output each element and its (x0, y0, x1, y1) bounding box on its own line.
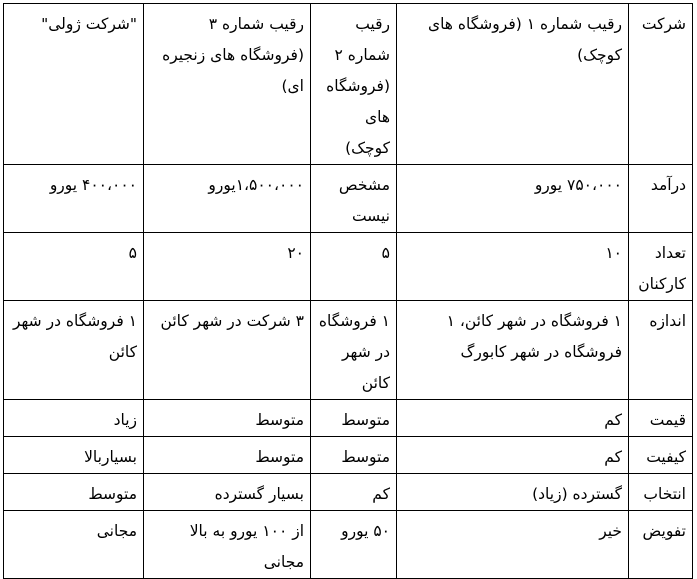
company-cell: ۴۰۰،۰۰۰ یورو (4, 165, 144, 233)
row-label-cell: تعداد کارکنان (629, 233, 693, 301)
row-label-cell: قیمت (629, 400, 693, 437)
competitor2-cell: متوسط (311, 437, 397, 474)
company-cell: مجانی (4, 511, 144, 579)
table-row-choice (4, 474, 693, 511)
header-row (4, 4, 693, 165)
competitor1-cell: کم (397, 437, 629, 474)
table-row-price (4, 400, 693, 437)
header-competitor3-cell: رقیب شماره ۳ (فروشگاه های زنجیره ای) (144, 4, 311, 165)
competitor3-cell: ۱،۵۰۰،۰۰۰یورو (144, 165, 311, 233)
competitor3-cell: متوسط (144, 400, 311, 437)
header-competitor1-cell: رقیب شماره ۱ (فروشگاه های کوچک) (397, 4, 629, 165)
competitor2-cell: ۵ (311, 233, 397, 301)
header-company-cell: "شرکت ژولی" (4, 4, 144, 165)
competitor3-cell: بسیار گسترده (144, 474, 311, 511)
company-cell: زیاد (4, 400, 144, 437)
table-row-revenue (4, 165, 693, 233)
table-row-delegation (4, 511, 693, 579)
table-row-quality (4, 437, 693, 474)
table-row-size (4, 301, 693, 400)
competitor2-cell: ۵۰ یورو (311, 511, 397, 579)
row-label-cell: تفویض (629, 511, 693, 579)
company-cell: بسیاربالا (4, 437, 144, 474)
competitor2-cell: مشخص نیست (311, 165, 397, 233)
company-cell: ۵ (4, 233, 144, 301)
competitor2-cell: ۱ فروشگاه در شهر کائن (311, 301, 397, 400)
row-label-cell: درآمد (629, 165, 693, 233)
comparison-table (3, 3, 693, 579)
company-cell: متوسط (4, 474, 144, 511)
row-label-cell: اندازه (629, 301, 693, 400)
competitor3-cell: متوسط (144, 437, 311, 474)
competitor3-cell: ۲۰ (144, 233, 311, 301)
competitor3-cell: از ۱۰۰ یورو به بالا مجانی (144, 511, 311, 579)
competitor1-cell: کم (397, 400, 629, 437)
table-row-employees (4, 233, 693, 301)
header-label-cell: شرکت (629, 4, 693, 165)
company-cell: ۱ فروشگاه در شهر کائن (4, 301, 144, 400)
competitor2-cell: متوسط (311, 400, 397, 437)
competitor1-cell: گسترده (زیاد) (397, 474, 629, 511)
header-competitor2-cell: رقیب شماره ۲ (فروشگاه های کوچک) (311, 4, 397, 165)
competitor3-cell: ۳ شرکت در شهر کائن (144, 301, 311, 400)
competitor1-cell: خیر (397, 511, 629, 579)
row-label-cell: کیفیت (629, 437, 693, 474)
competitor1-cell: ۱ فروشگاه در شهر کائن، ۱ فروشگاه در شهر کابورگ (397, 301, 629, 400)
competitor1-cell: ۱۰ (397, 233, 629, 301)
competitor2-cell: کم (311, 474, 397, 511)
row-label-cell: انتخاب (629, 474, 693, 511)
competitor1-cell: ۷۵۰،۰۰۰ یورو (397, 165, 629, 233)
